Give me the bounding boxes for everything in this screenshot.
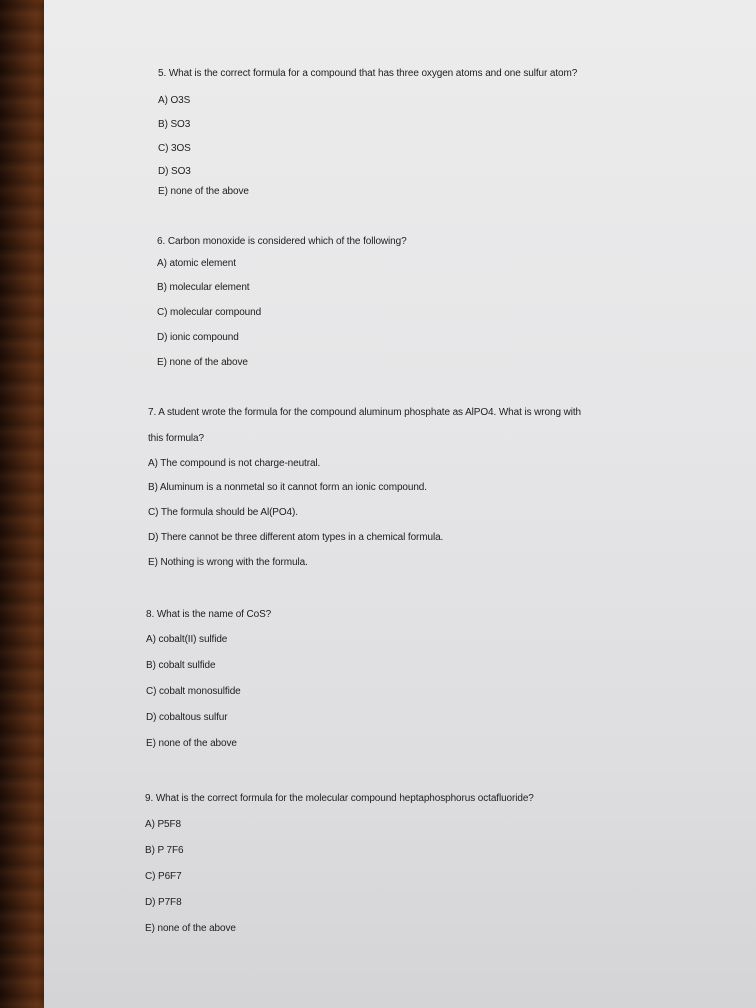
question-5-option-c: C) 3OS (158, 143, 191, 154)
question-8-option-e: E) none of the above (146, 738, 237, 749)
question-9-stem: 9. What is the correct formula for the molecular compound heptaphosphorus octafluoride? (145, 793, 534, 804)
question-7-stem-line-1: 7. A student wrote the formula for the compound aluminum phosphate as AlPO4. What is wrong with (148, 407, 581, 418)
worksheet-page (44, 0, 756, 1008)
question-7-option-d: D) There cannot be three different atom types in a chemical formula. (148, 532, 444, 543)
question-7-stem-line-2: this formula? (148, 433, 204, 444)
question-8-option-d: D) cobaltous sulfur (146, 712, 228, 723)
question-8-stem: 8. What is the name of CoS? (146, 609, 272, 620)
question-8-option-b: B) cobalt sulfide (146, 660, 216, 671)
question-5-option-e: E) none of the above (158, 186, 249, 197)
question-5-option-a: A) O3S (158, 95, 191, 106)
question-7-option-c: C) The formula should be Al(PO4). (148, 507, 298, 518)
question-9-option-c: C) P6F7 (145, 871, 182, 882)
question-5-option-d: D) SO3 (158, 166, 191, 177)
question-7-option-e: E) Nothing is wrong with the formula. (148, 557, 308, 568)
question-7-option-b: B) Aluminum is a nonmetal so it cannot form an ionic compound. (148, 482, 427, 493)
question-6-option-c: C) molecular compound (157, 307, 262, 318)
question-9-option-a: A) P5F8 (145, 819, 181, 830)
question-9-option-e: E) none of the above (145, 923, 236, 934)
question-5-stem: 5. What is the correct formula for a compound that has three oxygen atoms and one sulfur atom? (158, 68, 578, 79)
question-9-option-d: D) P7F8 (145, 897, 182, 908)
question-6-stem: 6. Carbon monoxide is considered which of the following? (157, 236, 407, 247)
question-6-option-a: A) atomic element (157, 258, 236, 269)
question-8-option-c: C) cobalt monosulfide (146, 686, 241, 697)
question-6-option-d: D) ionic compound (157, 332, 239, 343)
question-9-option-b: B) P 7F6 (145, 845, 184, 856)
question-7-option-a: A) The compound is not charge-neutral. (148, 458, 321, 469)
question-5-option-b: B) SO3 (158, 119, 191, 130)
question-8-option-a: A) cobalt(II) sulfide (146, 634, 228, 645)
question-6-option-e: E) none of the above (157, 357, 248, 368)
question-6-option-b: B) molecular element (157, 282, 250, 293)
